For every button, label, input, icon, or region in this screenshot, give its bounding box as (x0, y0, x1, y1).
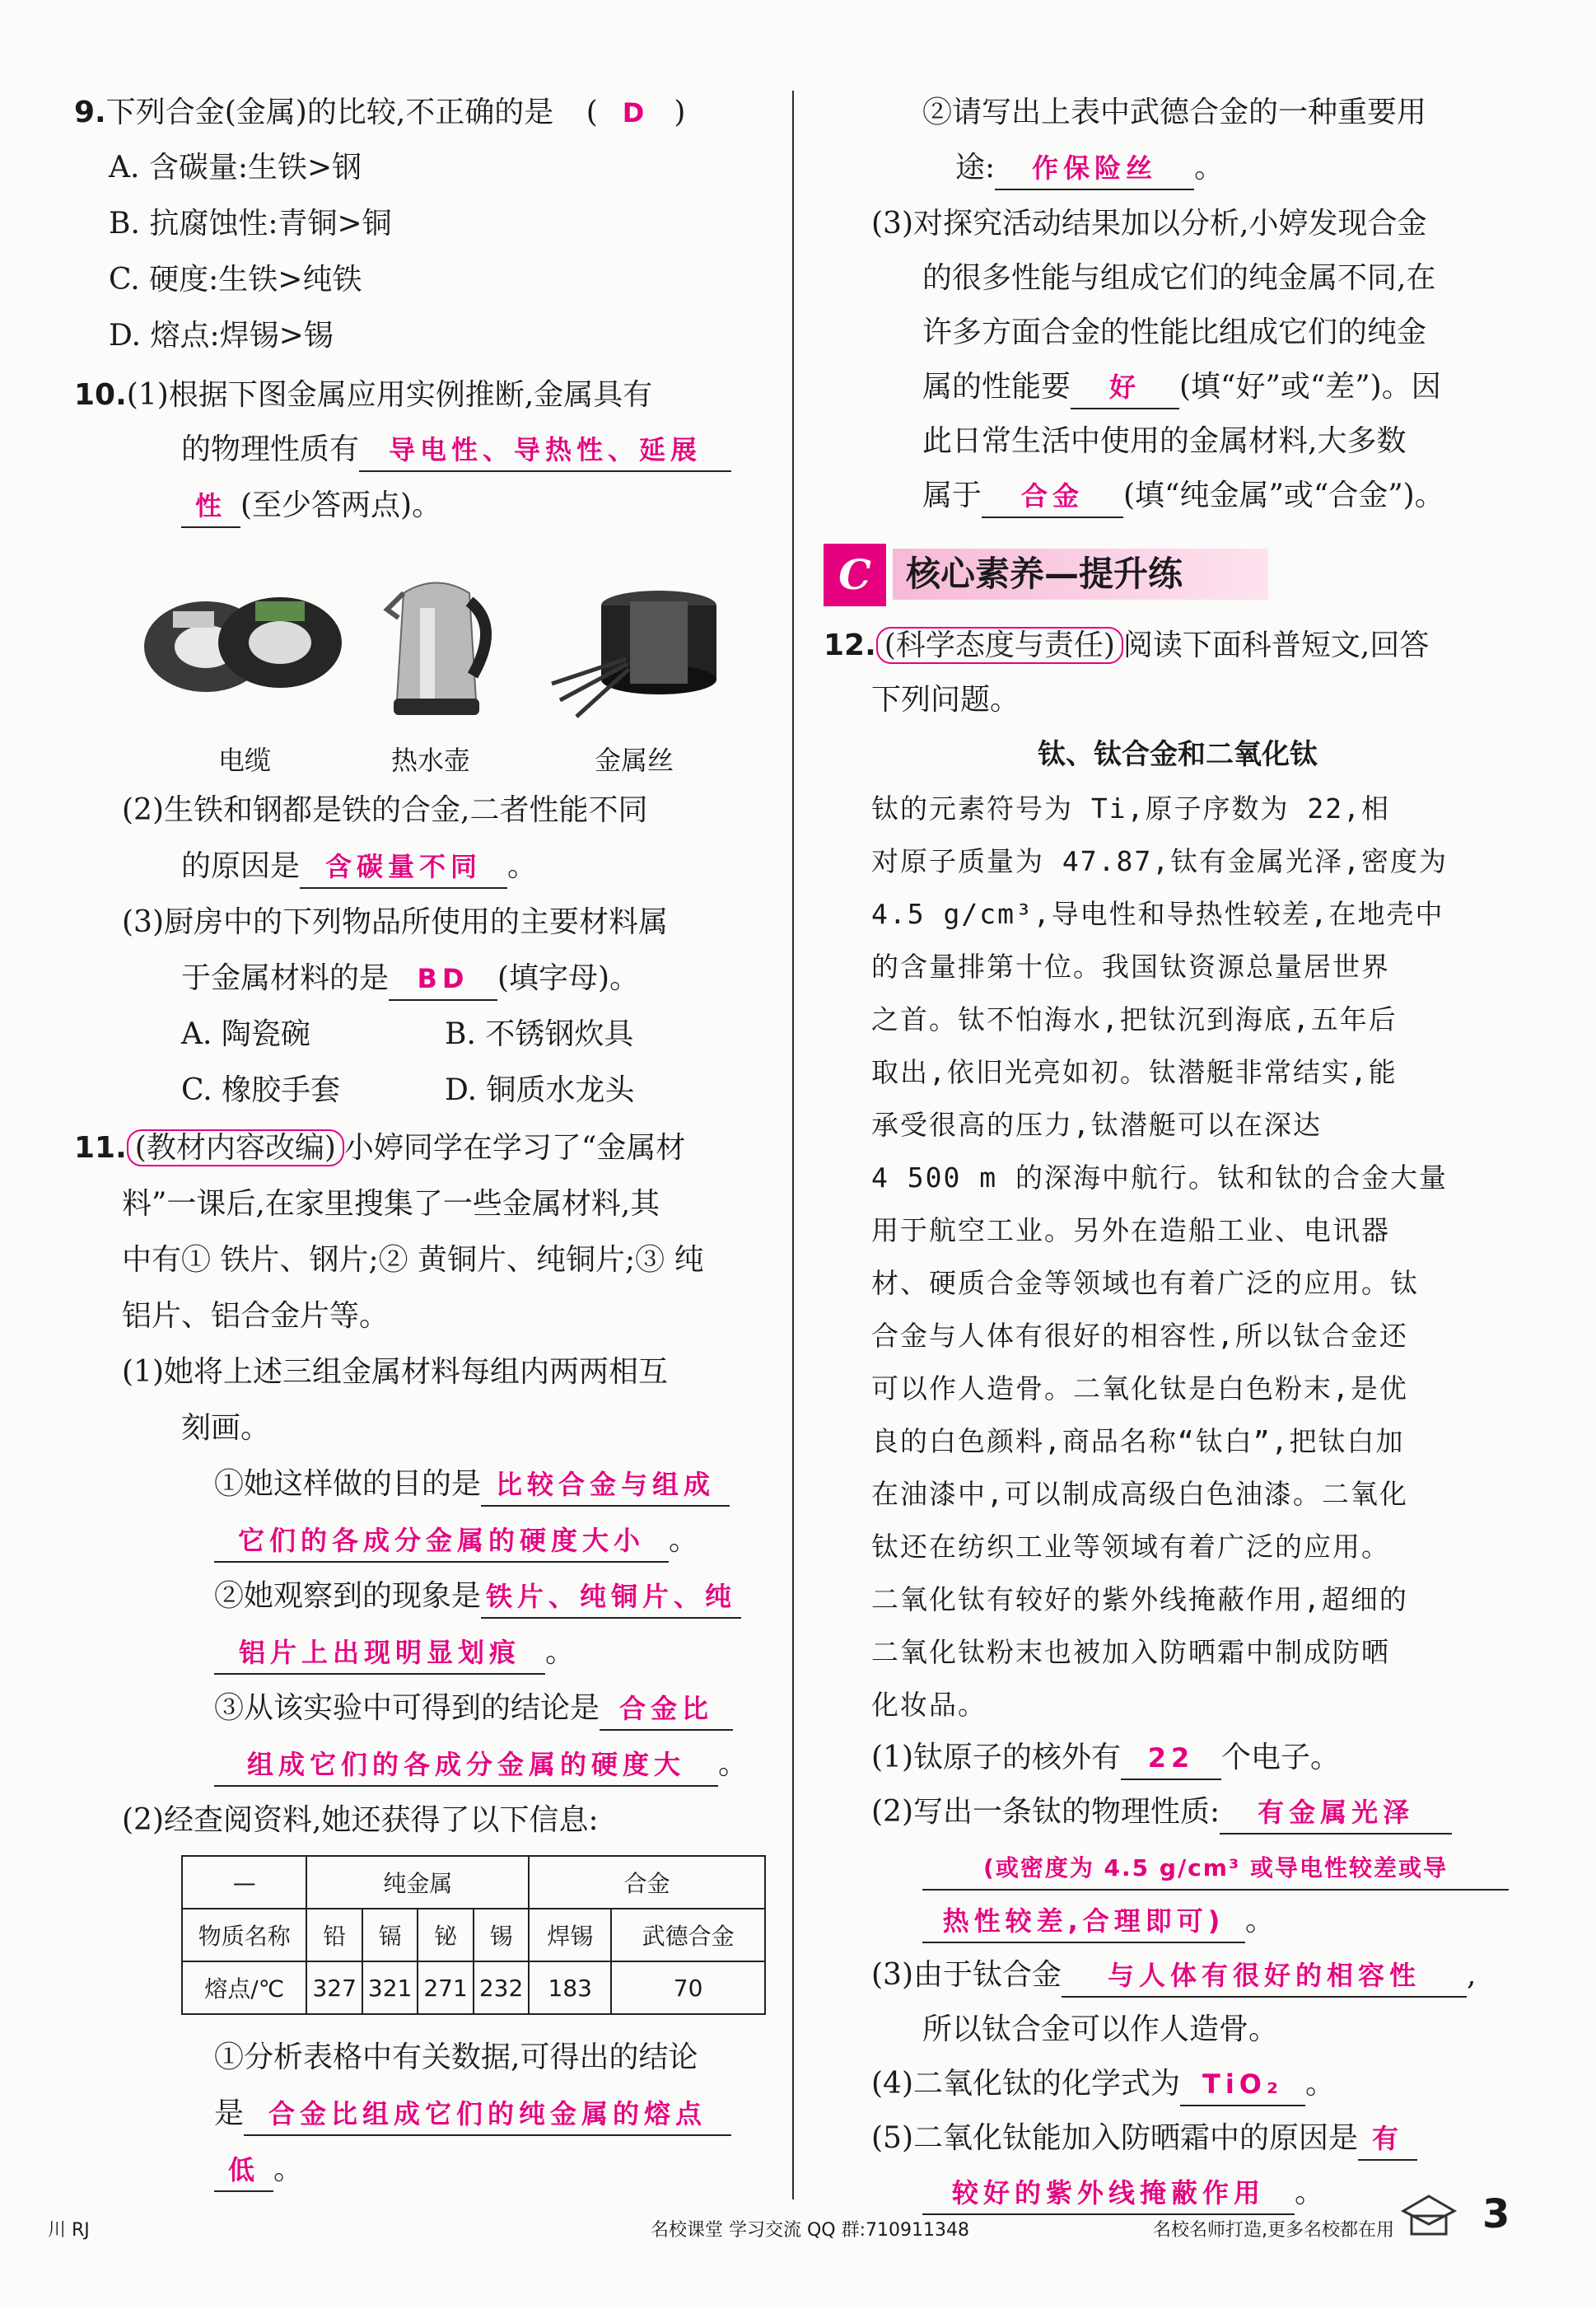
column-divider (792, 91, 794, 2199)
q11-t2-line2: 途: 作保险丝 。 (955, 142, 1224, 194)
q10-p1: 10.(1)根据下图金属应用实例推断,金属具有 (74, 378, 653, 412)
article-line: 合金与人体有很好的相容性,所以钛合金还 (871, 1320, 1408, 1352)
q9-number: 9. (74, 96, 106, 129)
q11-t1-line3: 低 。 (214, 2143, 303, 2196)
table-row: 熔点/℃ 327 321 271 232 183 70 (182, 1961, 765, 2014)
kettle-image (371, 560, 502, 725)
q12-intro-2: 下列问题。 (871, 683, 1020, 717)
q9-answer: D (622, 97, 650, 129)
article-line: 二氧化钛粉末也被加入防晒霜中制成防晒 (871, 1636, 1390, 1668)
q11-p1: (1)她将上述三组金属材料每组内两两相互 (122, 1355, 668, 1389)
q11-t2: ②请写出上表中武德合金的一种重要用 (922, 96, 1427, 129)
article-line: 对原子质量为 47.87,钛有金属光泽,密度为 (871, 845, 1448, 877)
q12-s2-line2: (或密度为 4.5 g/cm³ 或导电性较差或导 (922, 1840, 1509, 1893)
section-banner (824, 544, 1285, 606)
article-title: 钛、钛合金和二氧化钛 (1038, 738, 1318, 771)
q11-tag: (教材内容改编) (127, 1129, 344, 1166)
q12-s3: (3)由于钛合金 与人体有很好的相容性 , (871, 1949, 1476, 2002)
q12-tag: (科学态度与责任) (876, 627, 1123, 664)
q10-p1-answer: 导电性、导热性、延展 (389, 434, 702, 465)
article-line: 用于航空工业。另外在造船工业、电讯器 (871, 1214, 1390, 1246)
cable-image (140, 568, 354, 708)
article-line: 良的白色颜料,商品名称“钛白”,把钛白加 (871, 1425, 1405, 1457)
article-line: 钛还在纺织工业等领域有着广泛的应用。 (871, 1531, 1390, 1563)
q10-p3-line2: 于金属材料的是 BD (填字母)。 (181, 952, 639, 1005)
q11-s2: ②她观察到的现象是 铁片、纯铜片、纯 (214, 1570, 741, 1623)
table-row: 物质名称 铅 镉 铋 锡 焊锡 武德合金 (182, 1909, 765, 1961)
caption-cable: 电缆 (218, 745, 272, 776)
article-line: 化妆品。 (871, 1689, 987, 1721)
q10-option-c: C. 橡胶手套 (181, 1073, 341, 1107)
q9-stem: 9.下列合金(金属)的比较,不正确的是 ( D ) (74, 96, 686, 129)
q11-intro-2: 料”一课后,在家里搜集了一些金属材料,其 (122, 1187, 660, 1221)
article-line: 4 500 m 的深海中航行。钛和钛的合金大量 (871, 1162, 1448, 1194)
melting-point-table (181, 1855, 766, 2015)
section-letter: C (824, 544, 886, 606)
q10-p1-line2: 的物理性质有 导电性、导热性、延展 (181, 423, 731, 476)
footer-center: 名校课堂 学习交流 QQ 群:710911348 (651, 2220, 969, 2241)
q11-p3-4: 属的性能要 好 (填“好”或“差”)。因 (922, 361, 1441, 414)
footer-left: 川 RJ (48, 2220, 90, 2241)
article-line: 材、硬质合金等领域也有着广泛的应用。钛 (871, 1267, 1419, 1299)
table-row: — 纯金属 合金 (182, 1856, 765, 1909)
caption-wire: 金属丝 (595, 745, 674, 776)
caption-kettle: 热水壶 (391, 745, 471, 776)
q12-s1: (1)钛原子的核外有 22 个电子。 (871, 1732, 1340, 1784)
section-title: 核心素养—提升练 (893, 549, 1268, 600)
q11-p3-3: 许多方面合金的性能比组成它们的纯金 (922, 316, 1427, 349)
q11-t1: ①分析表格中有关数据,可得出的结论 (214, 2040, 698, 2074)
q11-intro-3: 中有① 铁片、钢片;② 黄铜片、纯铜片;③ 纯 (122, 1243, 704, 1277)
article-line: 二氧化钛有较好的紫外线掩蔽作用,超细的 (871, 1583, 1408, 1615)
q12-s3-line2: 所以钛合金可以作人造骨。 (922, 2012, 1279, 2046)
q12-s5: (5)二氧化钛能加入防晒霜中的原因是 有 (871, 2112, 1417, 2165)
q11-s3-line2: 组成它们的各成分金属的硬度大 。 (214, 1738, 748, 1791)
q10-p3-answer: BD (417, 963, 469, 994)
q11-t1-line2: 是 合金比组成它们的纯金属的熔点 (214, 2087, 731, 2140)
article-line: 承受很高的压力,钛潜艇可以在深达 (871, 1109, 1322, 1141)
q10-p2-line2: 的原因是 含碳量不同 。 (181, 840, 537, 893)
q11-s1-line2: 它们的各成分金属的硬度大小 。 (214, 1514, 698, 1567)
q10-p2: (2)生铁和钢都是铁的合金,二者性能不同 (122, 793, 648, 827)
q12-s4: (4)二氧化钛的化学式为 TiO₂ 。 (871, 2058, 1335, 2110)
q11-s1: ①她这样做的目的是 比较合金与组成 (214, 1458, 730, 1511)
q10-p3: (3)厨房中的下列物品所使用的主要材料属 (122, 905, 668, 939)
q11-p3-1: (3)对探究活动结果加以分析,小婷发现合金 (871, 207, 1427, 241)
q11-p2: (2)经查阅资料,她还获得了以下信息: (122, 1803, 599, 1837)
q11-p3-6: 属于 合金 (填“纯金属”或“合金”)。 (922, 470, 1444, 522)
q9-option-b: B. 抗腐蚀性:青铜>铜 (109, 207, 392, 241)
q9-option-c: C. 硬度:生铁>纯铁 (109, 263, 362, 297)
publisher-logo-icon (1400, 2191, 1458, 2241)
q11-p3-2: 的很多性能与组成它们的纯金属不同,在 (922, 261, 1436, 295)
article-line: 在油漆中,可以制成高级白色油漆。二氧化 (871, 1478, 1408, 1510)
q10-p2-answer: 含碳量不同 (325, 851, 483, 882)
metal-wire-image (535, 560, 733, 725)
q11-intro-4: 铝片、铝合金片等。 (122, 1299, 390, 1333)
q10-p1-line3: 性 (至少答两点)。 (181, 479, 441, 532)
q11-s3: ③从该实验中可得到的结论是 合金比 (214, 1682, 733, 1735)
q12-s2-line3: 热性较差,合理即可) 。 (922, 1895, 1275, 1947)
article-line: 4.5 g/cm³,导电性和导热性较差,在地壳中 (871, 898, 1444, 930)
q11-s2-line2: 铝片上出现明显划痕 。 (214, 1626, 575, 1679)
footer-right: 名校名师打造,更多名校都在用 (1153, 2220, 1394, 2241)
q12-s5-line2: 较好的紫外线掩蔽作用 。 (922, 2166, 1324, 2219)
q10-option-d: D. 铜质水龙头 (445, 1073, 635, 1107)
q12-intro: 12. (科学态度与责任) 阅读下面科普短文,回答 (824, 629, 1430, 662)
article-line: 的含量排第十位。我国钛资源总量居世界 (871, 951, 1390, 983)
article-line: 钛的元素符号为 Ti,原子序数为 22,相 (871, 792, 1390, 825)
q9-option-a: A. 含碳量:生铁>钢 (109, 151, 362, 185)
q10-option-a: A. 陶瓷碗 (181, 1017, 310, 1051)
q11-p1-line2: 刻画。 (181, 1411, 271, 1445)
article-line: 可以作人造骨。二氧化钛是白色粉末,是优 (871, 1372, 1408, 1405)
q12-s2: (2)写出一条钛的物理性质: 有金属光泽 (871, 1786, 1452, 1839)
q10-option-b: B. 不锈钢炊具 (445, 1017, 634, 1051)
article-line: 之首。钛不怕海水,把钛沉到海底,五年后 (871, 1003, 1398, 1035)
article-line: 取出,依旧光亮如初。钛潜艇非常结实,能 (871, 1056, 1398, 1088)
q11-p3-5: 此日常生活中使用的金属材料,大多数 (922, 424, 1407, 458)
q11-intro-1: 11. (教材内容改编) 小婷同学在学习了“金属材 (74, 1131, 686, 1165)
page-number: 3 (1482, 2191, 1510, 2237)
q9-option-d: D. 熔点:焊锡>锡 (109, 319, 334, 353)
